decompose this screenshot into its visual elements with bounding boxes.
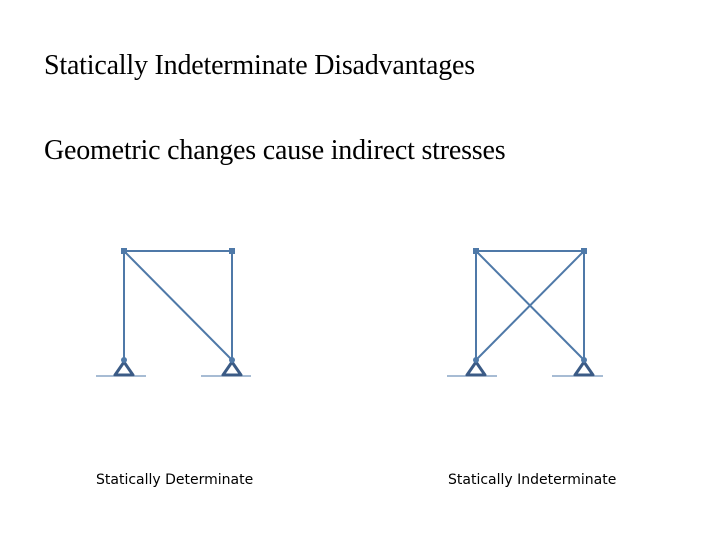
joint-node <box>581 357 587 363</box>
joint-node <box>581 248 587 254</box>
joint-node <box>121 357 127 363</box>
pin-support-icon <box>223 362 241 375</box>
slide-title: Statically Indeterminate Disadvantages <box>44 50 475 81</box>
pin-support-icon <box>467 362 485 375</box>
joint-node <box>121 248 127 254</box>
caption-statically-determinate: Statically Determinate <box>96 472 254 488</box>
joint-node <box>473 248 479 254</box>
joint-node <box>229 357 235 363</box>
pin-support-icon <box>575 362 593 375</box>
member-diagonal <box>124 251 232 360</box>
pin-support-icon <box>115 362 133 375</box>
frame-statically-indeterminate <box>447 248 603 376</box>
slide-subtitle: Geometric changes cause indirect stresses <box>44 135 506 166</box>
caption-statically-indeterminate: Statically Indeterminate <box>448 472 617 488</box>
joint-node <box>473 357 479 363</box>
joint-node <box>229 248 235 254</box>
frame-statically-determinate <box>96 248 251 376</box>
